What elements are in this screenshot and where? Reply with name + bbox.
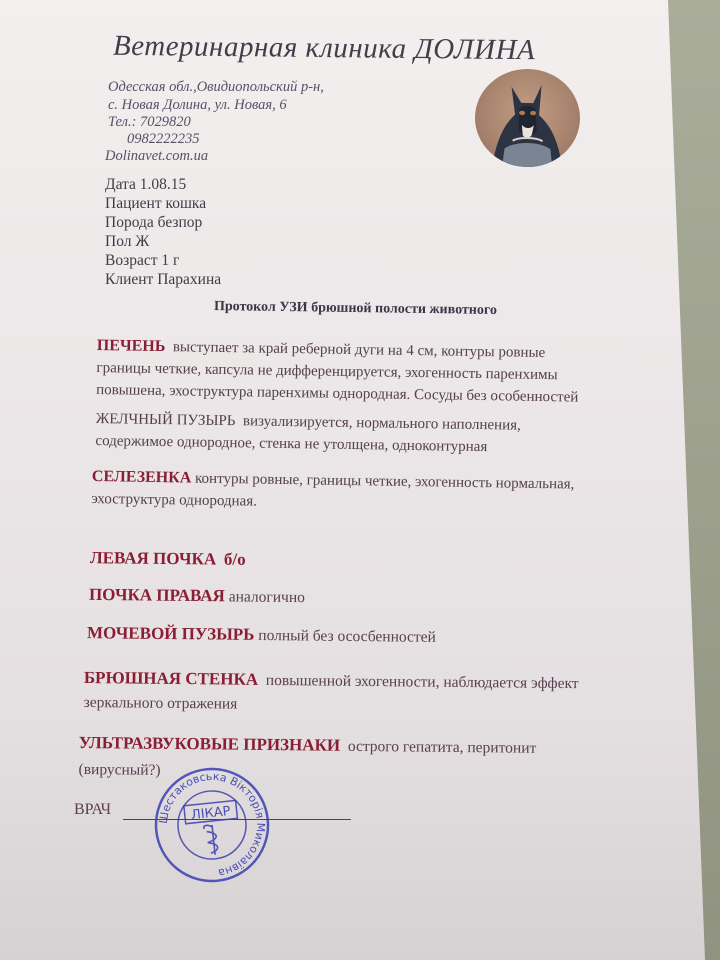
bladder-text: полный без ососбенностей: [258, 626, 436, 646]
left-kidney-heading: ЛЕВАЯ ПОЧКА: [89, 548, 217, 569]
bladder-heading: МОЧЕВОЙ ПУЗЫРЬ: [86, 623, 255, 644]
ultrasound-signs-text-line-1: острого гепатита, перитонит: [347, 737, 537, 757]
gallbladder-heading: ЖЕЛЧНЫЙ ПУЗЫРЬ: [95, 410, 236, 430]
liver-text-line-2: границы четкие, капсула не дифференцируется, эхогенность паренхимы: [96, 359, 558, 384]
right-kidney-section: [89, 585, 305, 607]
caduceus-icon: [204, 824, 219, 855]
gallbladder-text-line-2: содержимое однородное, стенка не утолщена, одноконтурная: [95, 432, 488, 456]
spleen-section: [91, 466, 574, 518]
stamp-center-text: ЛІКАР: [190, 804, 232, 824]
right-kidney-heading: ПОЧКА ПРАВАЯ: [88, 584, 225, 606]
liver-heading: ПЕЧЕНЬ: [96, 336, 166, 356]
patient-species: Пациент кошка: [105, 195, 207, 212]
address-line-street: с. Новая Долина, ул. Новая, 6: [108, 97, 287, 113]
address-line-phone: Тел.: 7029820: [108, 114, 191, 130]
liver-text-line-1: выступает за край реберной дуги на 4 см, контуры ровные: [172, 339, 546, 362]
clinic-website: Dolinavet.com.ua: [105, 148, 209, 164]
bladder-section: [87, 623, 436, 647]
address-line-region: Одесская обл.,Овидиопольский р-н,: [108, 79, 324, 95]
clinic-title: Ветеринарная клиника ДОЛИНА: [112, 29, 536, 67]
svg-text:Шестаковська Вікторія Миколаїв: [152, 764, 273, 885]
address-line-mobile: 0982222235: [127, 131, 200, 147]
liver-text-line-3: повышена, эхоструктура паренхимы однородная. Сосуды без особенностей: [96, 381, 579, 406]
liver-section: [96, 335, 579, 409]
left-kidney-section: [90, 548, 246, 570]
exam-date: Дата 1.08.15: [105, 176, 187, 193]
left-kidney-text: б/о: [223, 549, 246, 569]
abdominal-wall-heading: БРЮШНАЯ СТЕНКА: [83, 667, 259, 689]
abdominal-wall-section: [83, 666, 578, 720]
spleen-heading: СЕЛЕЗЕНКА: [91, 467, 192, 487]
ultrasound-signs-text-line-2: (вирусный?): [78, 760, 161, 779]
spleen-text-line-2: эхоструктура однородная.: [91, 490, 258, 510]
doctor-stamp-seal: [146, 759, 278, 891]
stamp-ring-text: Шестаковська Вікторія Миколаївна: [156, 769, 268, 880]
gallbladder-section: [95, 408, 521, 459]
abdominal-wall-text-line-2: зеркального отражения: [83, 693, 238, 713]
gallbladder-text-line-1: визуализируется, нормального наполнения,: [242, 413, 521, 434]
patient-sex: Пол Ж: [105, 233, 150, 250]
client-name: Клиент Парахина: [105, 271, 222, 288]
spleen-text-line-1: контуры ровные, границы четкие, эхогенность нормальная,: [194, 470, 575, 493]
right-kidney-text: аналогично: [228, 588, 306, 607]
patient-breed: Порода безпор: [105, 214, 203, 231]
patient-age: Возраст 1 г: [105, 252, 180, 269]
doctor-label: ВРАЧ: [74, 801, 112, 818]
abdominal-wall-text-line-1: повышенной эхогенности, наблюдается эффект: [265, 671, 579, 693]
ultrasound-signs-heading: УЛЬТРАЗВУКОВЫЕ ПРИЗНАКИ: [78, 732, 341, 755]
protocol-title: Протокол УЗИ брюшной полости животного: [213, 299, 497, 318]
